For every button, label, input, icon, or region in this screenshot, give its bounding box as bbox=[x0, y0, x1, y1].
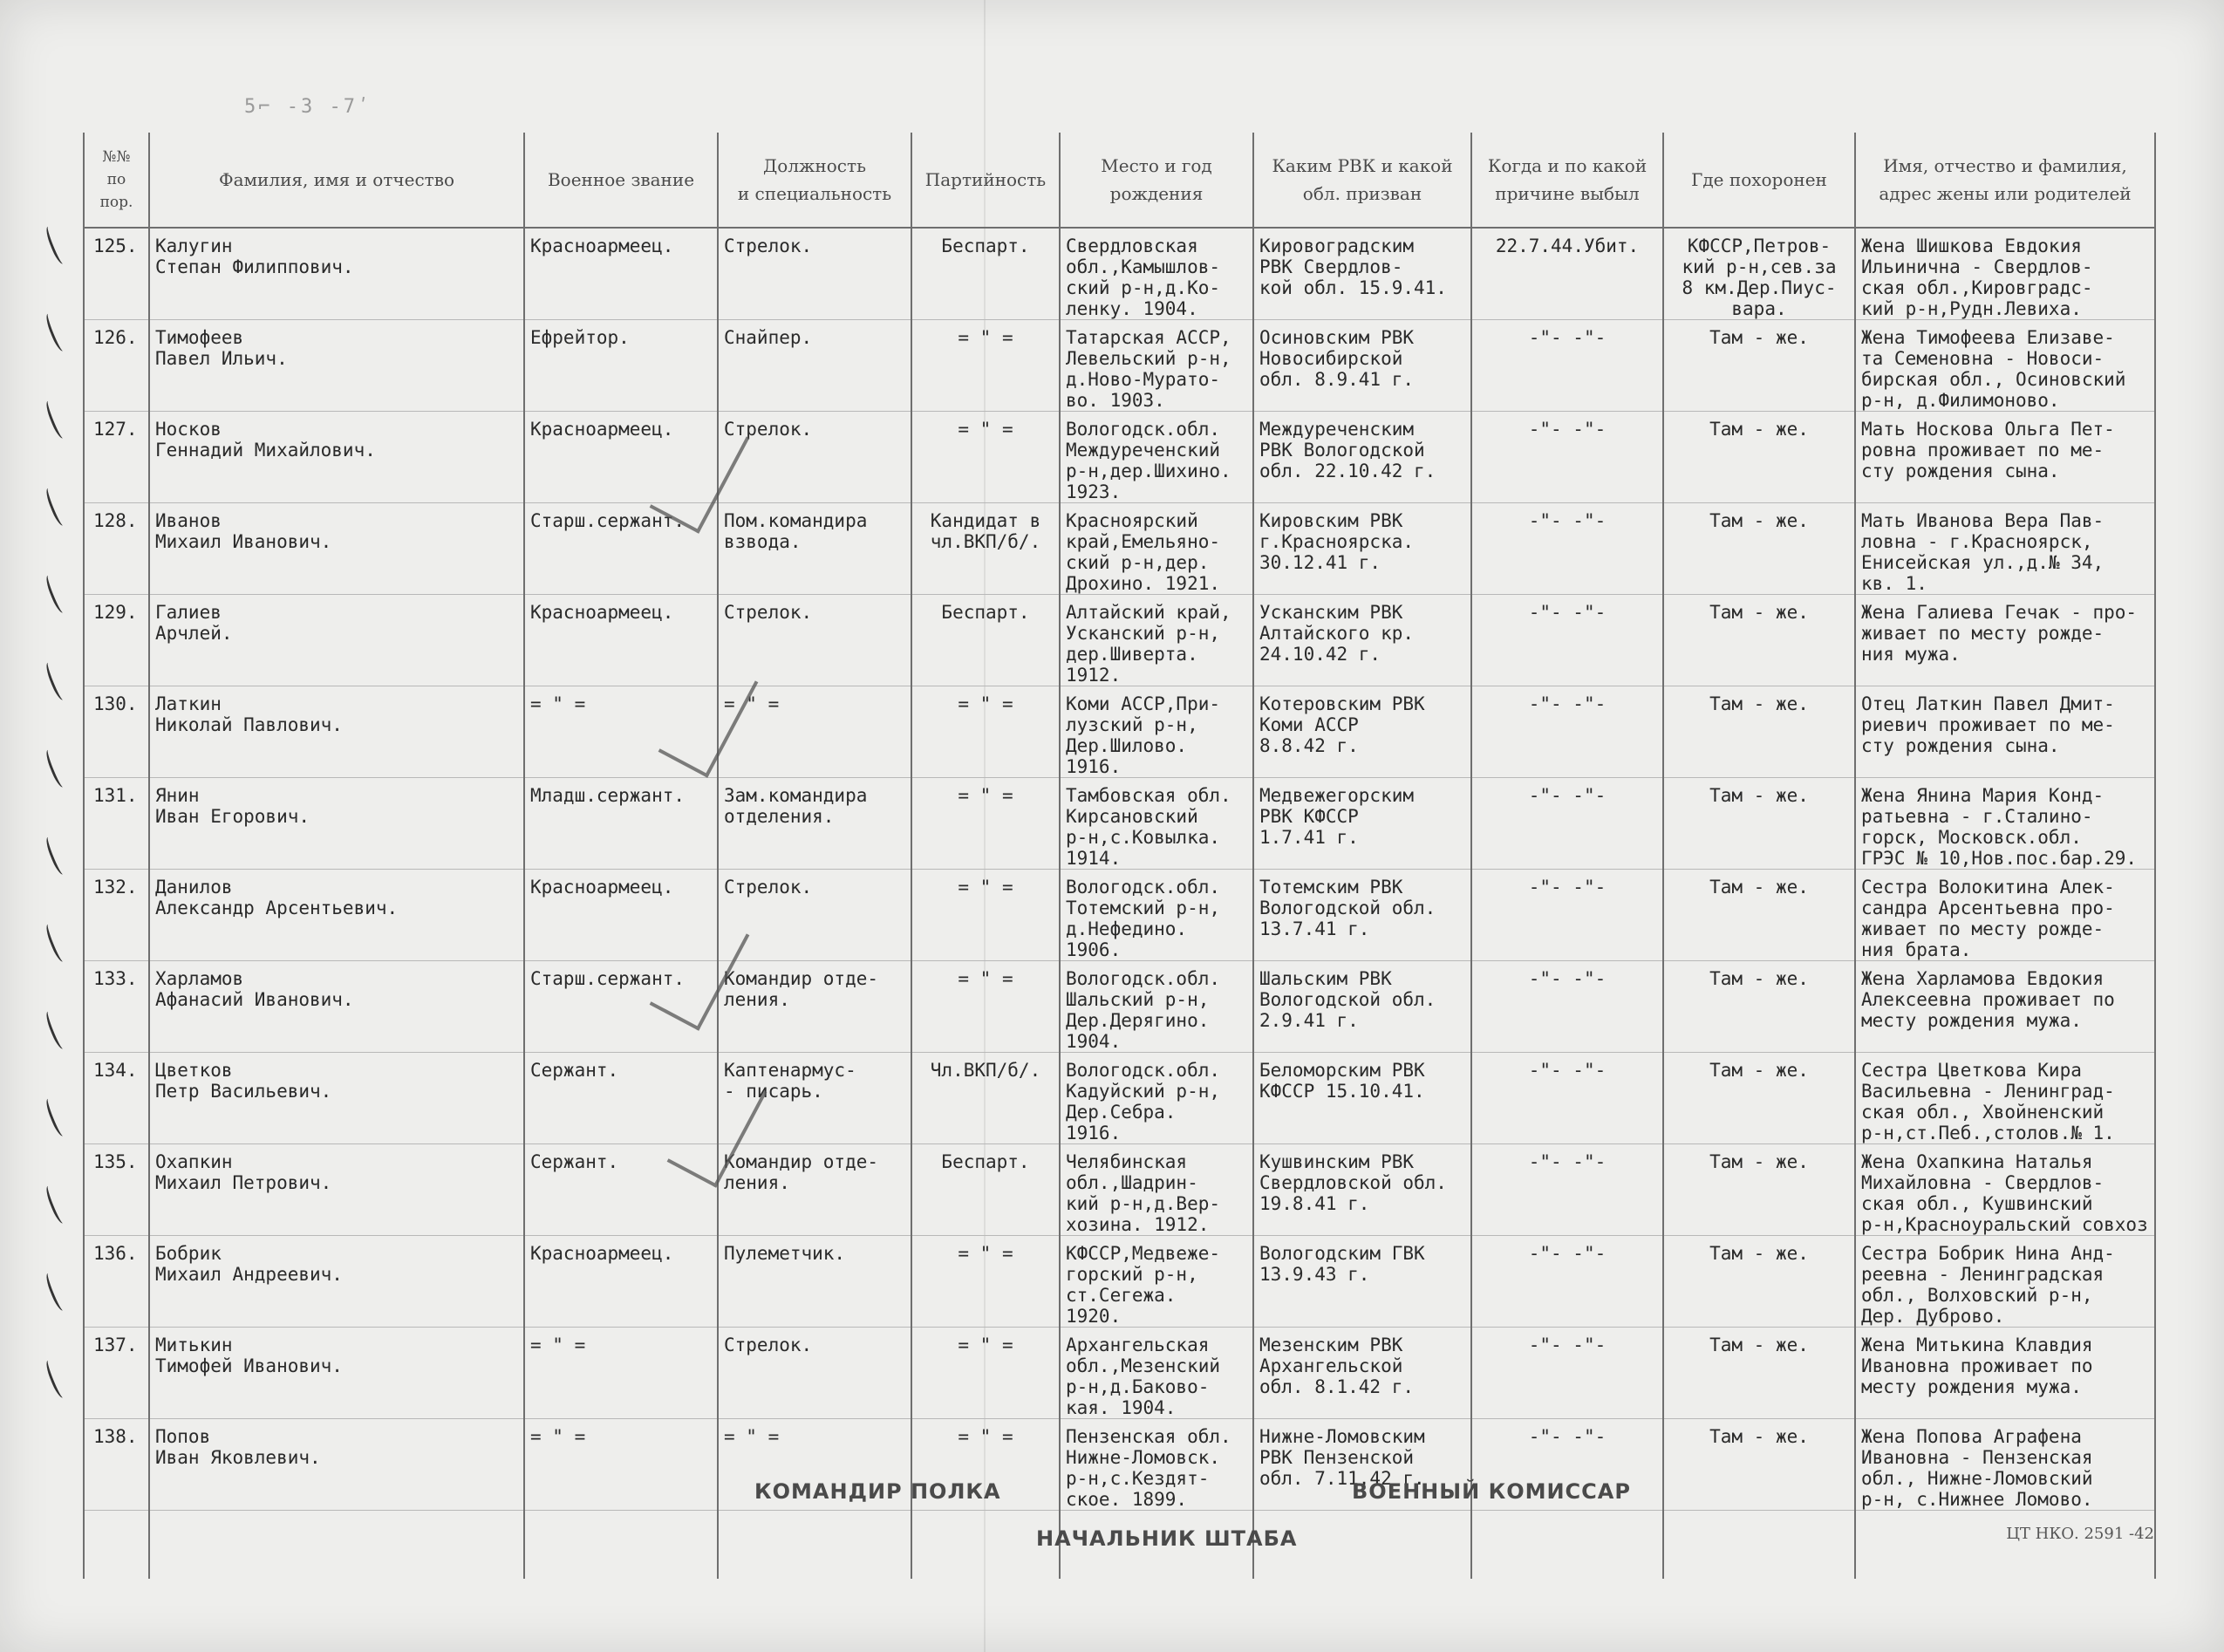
cell-birth: Тамбовская обл. Кирсановский р-н,с.Ковылка. 1914. bbox=[1060, 778, 1253, 870]
cell-rvk: Шальским РВК Вологодской обл. 2.9.41 г. bbox=[1253, 961, 1471, 1053]
cell-party: Кандидат в чл.ВКП/б/. bbox=[911, 503, 1060, 595]
cell-when: 22.7.44.Убит. bbox=[1471, 228, 1663, 320]
header-party: Партийность bbox=[911, 133, 1060, 228]
cell-buried: Там - же. bbox=[1663, 1144, 1855, 1236]
cell-rank: Красноармеец. bbox=[524, 228, 718, 320]
margin-tick-mark bbox=[44, 1359, 67, 1400]
cell-party: Беспарт. bbox=[911, 595, 1060, 686]
cell-buried: Там - же. bbox=[1663, 412, 1855, 503]
margin-tick-mark bbox=[44, 1010, 67, 1051]
cell-rvk: Кушвинским РВК Свердловской обл. 19.8.41 г. bbox=[1253, 1144, 1471, 1236]
cell-rank: Ефрейтор. bbox=[524, 320, 718, 412]
cell-birth: Архангельская обл.,Мезенский р-н,д.Баково- кая. 1904. bbox=[1060, 1328, 1253, 1419]
cell-relatives: Жена Шишкова Евдокия Ильинична - Свердлов- ская обл.,Кировградс- кий р-н,Рудн.Левиха. bbox=[1855, 228, 2155, 320]
header-relatives: Имя, отчество и фамилия, адрес жены или родителей bbox=[1855, 133, 2155, 228]
cell-num: 134. bbox=[84, 1053, 149, 1144]
cell-when: -"- -"- bbox=[1471, 778, 1663, 870]
cell-num: 127. bbox=[84, 412, 149, 503]
cell-position: Пулеметчик. bbox=[718, 1236, 911, 1328]
cell-rank: Сержант. bbox=[524, 1053, 718, 1144]
table-row bbox=[84, 961, 2155, 1053]
cell-position: = " = bbox=[718, 1419, 911, 1511]
cell-party: = " = bbox=[911, 870, 1060, 961]
cell-rvk: Междуреченским РВК Вологодской обл. 22.10.42 г. bbox=[1253, 412, 1471, 503]
cell-num: 130. bbox=[84, 686, 149, 778]
cell-when: -"- -"- bbox=[1471, 1328, 1663, 1419]
cell-rvk: Тотемским РВК Вологодской обл. 13.7.41 г. bbox=[1253, 870, 1471, 961]
cell-relatives: Жена Митькина Клавдия Ивановна проживает по месту рождения мужа. bbox=[1855, 1328, 2155, 1419]
cell-rank: Старш.сержант. bbox=[524, 961, 718, 1053]
cell-when: -"- -"- bbox=[1471, 870, 1663, 961]
cell-rvk: Осиновским РВК Новосибирской обл. 8.9.41 г. bbox=[1253, 320, 1471, 412]
cell-when: -"- -"- bbox=[1471, 1419, 1663, 1511]
margin-tick-mark bbox=[44, 1184, 67, 1225]
cell-name: Носков Геннадий Михайлович. bbox=[149, 412, 524, 503]
cell-party: Чл.ВКП/б/. bbox=[911, 1053, 1060, 1144]
cell-rank: Красноармеец. bbox=[524, 412, 718, 503]
cell-buried: Там - же. bbox=[1663, 1419, 1855, 1511]
cell-buried: Там - же. bbox=[1663, 595, 1855, 686]
cell-name: Данилов Александр Арсентьевич. bbox=[149, 870, 524, 961]
cell-relatives: Отец Латкин Павел Дмит- риевич проживает по ме- сту рождения сына. bbox=[1855, 686, 2155, 778]
cell-birth: КФССР,Медвеже- горский р-н, ст.Сегежа. 1920. bbox=[1060, 1236, 1253, 1328]
cell-name: Галиев Арчлей. bbox=[149, 595, 524, 686]
cell-position: Снайпер. bbox=[718, 320, 911, 412]
cell-when: -"- -"- bbox=[1471, 320, 1663, 412]
cell-position: Стрелок. bbox=[718, 1328, 911, 1419]
cell-party: = " = bbox=[911, 320, 1060, 412]
cell-when: -"- -"- bbox=[1471, 686, 1663, 778]
cell-name: Бобрик Михаил Андреевич. bbox=[149, 1236, 524, 1328]
cell-num: 126. bbox=[84, 320, 149, 412]
cell-empty bbox=[149, 1511, 524, 1580]
cell-birth: Вологодск.обл. Шальский р-н, Дер.Дерягино. 1904. bbox=[1060, 961, 1253, 1053]
cell-relatives: Жена Попова Аграфена Ивановна - Пензенская обл., Нижне-Ломовский р-н, с.Нижнее Ломово. bbox=[1855, 1419, 2155, 1511]
table-row bbox=[84, 1236, 2155, 1328]
cell-empty bbox=[524, 1511, 718, 1580]
cell-when: -"- -"- bbox=[1471, 1236, 1663, 1328]
cell-name: Тимофеев Павел Ильич. bbox=[149, 320, 524, 412]
cell-when: -"- -"- bbox=[1471, 503, 1663, 595]
cell-buried: КФССР,Петров- кий р-н,сев.за 8 км.Дер.Пиус- вара. bbox=[1663, 228, 1855, 320]
cell-when: -"- -"- bbox=[1471, 1144, 1663, 1236]
cell-rvk: Усканским РВК Алтайского кр. 24.10.42 г. bbox=[1253, 595, 1471, 686]
cell-when: -"- -"- bbox=[1471, 961, 1663, 1053]
margin-tick-mark bbox=[44, 748, 67, 789]
cell-position: Пом.командира взвода. bbox=[718, 503, 911, 595]
cell-party: = " = bbox=[911, 961, 1060, 1053]
header-birth: Место и год рождения bbox=[1060, 133, 1253, 228]
cell-empty bbox=[718, 1511, 911, 1580]
cell-birth: Челябинская обл.,Шадрин- кий р-н,д.Вер- хозина. 1912. bbox=[1060, 1144, 1253, 1236]
cell-rvk: Нижне-Ломовским РВК Пензенской обл. 7.11.42 г. bbox=[1253, 1419, 1471, 1511]
cell-birth: Красноярский край,Емельяно- ский р-н,дер. Дрохино. 1921. bbox=[1060, 503, 1253, 595]
margin-tick-mark bbox=[44, 487, 67, 528]
margin-tick-mark bbox=[44, 661, 67, 702]
table-row bbox=[84, 1419, 2155, 1511]
table-row bbox=[84, 320, 2155, 412]
cell-birth: Свердловская обл.,Камышлов- ский р-н,д.Ко- ленку. 1904. bbox=[1060, 228, 1253, 320]
cell-name: Цветков Петр Васильевич. bbox=[149, 1053, 524, 1144]
cell-buried: Там - же. bbox=[1663, 778, 1855, 870]
cell-empty bbox=[1855, 1511, 2155, 1580]
table-row bbox=[84, 686, 2155, 778]
cell-rank: Красноармеец. bbox=[524, 870, 718, 961]
table-row bbox=[84, 412, 2155, 503]
header-buried: Где похоронен bbox=[1663, 133, 1855, 228]
cell-name: Иванов Михаил Иванович. bbox=[149, 503, 524, 595]
margin-tick-mark bbox=[44, 1097, 67, 1138]
cell-num: 125. bbox=[84, 228, 149, 320]
margin-tick-mark bbox=[44, 836, 67, 877]
cell-party: = " = bbox=[911, 778, 1060, 870]
table-row bbox=[84, 595, 2155, 686]
cell-name: Калугин Степан Филиппович. bbox=[149, 228, 524, 320]
cell-num: 136. bbox=[84, 1236, 149, 1328]
cell-rank: = " = bbox=[524, 686, 718, 778]
cell-buried: Там - же. bbox=[1663, 503, 1855, 595]
corner-pencil-note: 5⌐ -3 -7ʹ bbox=[244, 96, 372, 118]
form-code: ЦТ НКО. 2591 -42 bbox=[2006, 1525, 2154, 1543]
cell-name: Янин Иван Егорович. bbox=[149, 778, 524, 870]
cell-party: = " = bbox=[911, 412, 1060, 503]
cell-position: = " = bbox=[718, 686, 911, 778]
header-rank: Военное звание bbox=[524, 133, 718, 228]
cell-empty bbox=[1663, 1511, 1855, 1580]
cell-party: Беспарт. bbox=[911, 228, 1060, 320]
cell-relatives: Жена Тимофеева Елизаве- та Семеновна - Новоси- бирская обл., Осиновский р-н, д.Филимоново. bbox=[1855, 320, 2155, 412]
cell-rank: Красноармеец. bbox=[524, 595, 718, 686]
roster-body bbox=[84, 228, 2155, 1579]
cell-rank: Старш.сержант. bbox=[524, 503, 718, 595]
cell-relatives: Сестра Волокитина Алек- сандра Арсентьевна про- живает по месту рожде- ния брата. bbox=[1855, 870, 2155, 961]
cell-position: Стрелок. bbox=[718, 595, 911, 686]
cell-name: Митькин Тимофей Иванович. bbox=[149, 1328, 524, 1419]
cell-num: 138. bbox=[84, 1419, 149, 1511]
table-row bbox=[84, 778, 2155, 870]
cell-party: = " = bbox=[911, 1236, 1060, 1328]
cell-rvk: Беломорским РВК КФССР 15.10.41. bbox=[1253, 1053, 1471, 1144]
table-row bbox=[84, 1328, 2155, 1419]
cell-num: 129. bbox=[84, 595, 149, 686]
cell-num: 131. bbox=[84, 778, 149, 870]
cell-birth: Вологодск.обл. Тотемский р-н, д.Нефедино. 1906. bbox=[1060, 870, 1253, 961]
cell-when: -"- -"- bbox=[1471, 412, 1663, 503]
cell-position: Каптенармус- - писарь. bbox=[718, 1053, 911, 1144]
cell-rvk: Кировоградским РВК Свердлов- кой обл. 15.9.41. bbox=[1253, 228, 1471, 320]
cell-position: Командир отде- ления. bbox=[718, 1144, 911, 1236]
cell-rvk: Мезенским РВК Архангельской обл. 8.1.42 г. bbox=[1253, 1328, 1471, 1419]
cell-relatives: Жена Охапкина Наталья Михайловна - Свердлов- ская обл., Кушвинский р-н,Красноуральский совхоз bbox=[1855, 1144, 2155, 1236]
casualty-roster-table bbox=[83, 133, 2156, 1579]
margin-tick-mark bbox=[44, 574, 67, 615]
cell-rvk: Медвежегорским РВК КФССР 1.7.41 г. bbox=[1253, 778, 1471, 870]
cell-position: Стрелок. bbox=[718, 412, 911, 503]
cell-relatives: Сестра Бобрик Нина Анд- реевна - Ленинградская обл., Волховский р-н, Дер. Дуброво. bbox=[1855, 1236, 2155, 1328]
cell-buried: Там - же. bbox=[1663, 961, 1855, 1053]
header-name: Фамилия, имя и отчество bbox=[149, 133, 524, 228]
cell-position: Зам.командира отделения. bbox=[718, 778, 911, 870]
commissar-signature-label: ВОЕННЫЙ КОМИССАР bbox=[1352, 1479, 1631, 1504]
cell-rank: Сержант. bbox=[524, 1144, 718, 1236]
cell-birth: Коми АССР,При- лузский р-н, Дер.Шилово. 1916. bbox=[1060, 686, 1253, 778]
cell-empty bbox=[1471, 1511, 1663, 1580]
cell-rvk: Кировским РВК г.Красноярска. 30.12.41 г. bbox=[1253, 503, 1471, 595]
cell-num: 135. bbox=[84, 1144, 149, 1236]
cell-num: 132. bbox=[84, 870, 149, 961]
header-rvk: Каким РВК и какой обл. призван bbox=[1253, 133, 1471, 228]
cell-position: Командир отде- ления. bbox=[718, 961, 911, 1053]
cell-relatives: Жена Галиева Гечак - про- живает по месту рожде- ния мужа. bbox=[1855, 595, 2155, 686]
cell-name: Попов Иван Яковлевич. bbox=[149, 1419, 524, 1511]
margin-tick-mark bbox=[44, 399, 67, 440]
cell-empty bbox=[84, 1511, 149, 1580]
margin-tick-mark bbox=[44, 312, 67, 353]
cell-birth: Вологодск.обл. Междуреченский р-н,дер.Шихино. 1923. bbox=[1060, 412, 1253, 503]
cell-relatives: Сестра Цветкова Кира Васильевна - Ленинград- ская обл., Хвойненский р-н,ст.Пеб.,столов.№ 1. bbox=[1855, 1053, 2155, 1144]
cell-party: Беспарт. bbox=[911, 1144, 1060, 1236]
header-num: №№ по пор. bbox=[84, 133, 149, 228]
cell-birth: Вологодск.обл. Кадуйский р-н, Дер.Себра. 1916. bbox=[1060, 1053, 1253, 1144]
cell-name: Харламов Афанасий Иванович. bbox=[149, 961, 524, 1053]
cell-buried: Там - же. bbox=[1663, 1236, 1855, 1328]
cell-relatives: Жена Харламова Евдокия Алексеевна проживает по месту рождения мужа. bbox=[1855, 961, 2155, 1053]
cell-rank: = " = bbox=[524, 1328, 718, 1419]
cell-buried: Там - же. bbox=[1663, 320, 1855, 412]
cell-rank: Красноармеец. bbox=[524, 1236, 718, 1328]
cell-relatives: Мать Иванова Вера Пав- ловна - г.Красноярск, Енисейская ул.,д.№ 34, кв. 1. bbox=[1855, 503, 2155, 595]
cell-rank: = " = bbox=[524, 1419, 718, 1511]
table-row bbox=[84, 1053, 2155, 1144]
chief-of-staff-signature-label: НАЧАЛЬНИК ШТАБА bbox=[1036, 1526, 1298, 1551]
table-row bbox=[84, 503, 2155, 595]
cell-birth: Алтайский край, Усканский р-н, дер.Шиверта. 1912. bbox=[1060, 595, 1253, 686]
cell-party: = " = bbox=[911, 1328, 1060, 1419]
cell-birth: Пензенская обл. Нижне-Ломовск. р-н,с.Кездят- ское. 1899. bbox=[1060, 1419, 1253, 1511]
cell-when: -"- -"- bbox=[1471, 1053, 1663, 1144]
header-position: Должность и специальность bbox=[718, 133, 911, 228]
cell-name: Охапкин Михаил Петрович. bbox=[149, 1144, 524, 1236]
cell-party: = " = bbox=[911, 1419, 1060, 1511]
cell-relatives: Мать Носкова Ольга Пет- ровна проживает по ме- сту рождения сына. bbox=[1855, 412, 2155, 503]
margin-tick-mark bbox=[44, 225, 67, 266]
cell-relatives: Жена Янина Мария Конд- ратьевна - г.Сталино- горск, Московск.обл. ГРЭС № 10,Нов.пос.бар.29. bbox=[1855, 778, 2155, 870]
table-header-row bbox=[84, 133, 2155, 228]
cell-buried: Там - же. bbox=[1663, 686, 1855, 778]
table-row bbox=[84, 870, 2155, 961]
cell-buried: Там - же. bbox=[1663, 870, 1855, 961]
cell-position: Стрелок. bbox=[718, 228, 911, 320]
margin-tick-mark bbox=[44, 923, 67, 964]
cell-party: = " = bbox=[911, 686, 1060, 778]
cell-rvk: Котеровским РВК Коми АССР 8.8.42 г. bbox=[1253, 686, 1471, 778]
cell-num: 128. bbox=[84, 503, 149, 595]
cell-num: 133. bbox=[84, 961, 149, 1053]
cell-num: 137. bbox=[84, 1328, 149, 1419]
cell-birth: Татарская АССР, Левельский р-н, д.Ново-Мурато- во. 1903. bbox=[1060, 320, 1253, 412]
cell-buried: Там - же. bbox=[1663, 1053, 1855, 1144]
cell-name: Латкин Николай Павлович. bbox=[149, 686, 524, 778]
cell-when: -"- -"- bbox=[1471, 595, 1663, 686]
table-row bbox=[84, 1144, 2155, 1236]
header-when: Когда и по какой причине выбыл bbox=[1471, 133, 1663, 228]
table-row bbox=[84, 228, 2155, 320]
commander-signature-label: КОМАНДИР ПОЛКА bbox=[754, 1479, 1001, 1504]
margin-tick-mark bbox=[44, 1272, 67, 1313]
cell-rvk: Вологодским ГВК 13.9.43 г. bbox=[1253, 1236, 1471, 1328]
cell-rank: Младш.сержант. bbox=[524, 778, 718, 870]
cell-buried: Там - же. bbox=[1663, 1328, 1855, 1419]
cell-position: Стрелок. bbox=[718, 870, 911, 961]
